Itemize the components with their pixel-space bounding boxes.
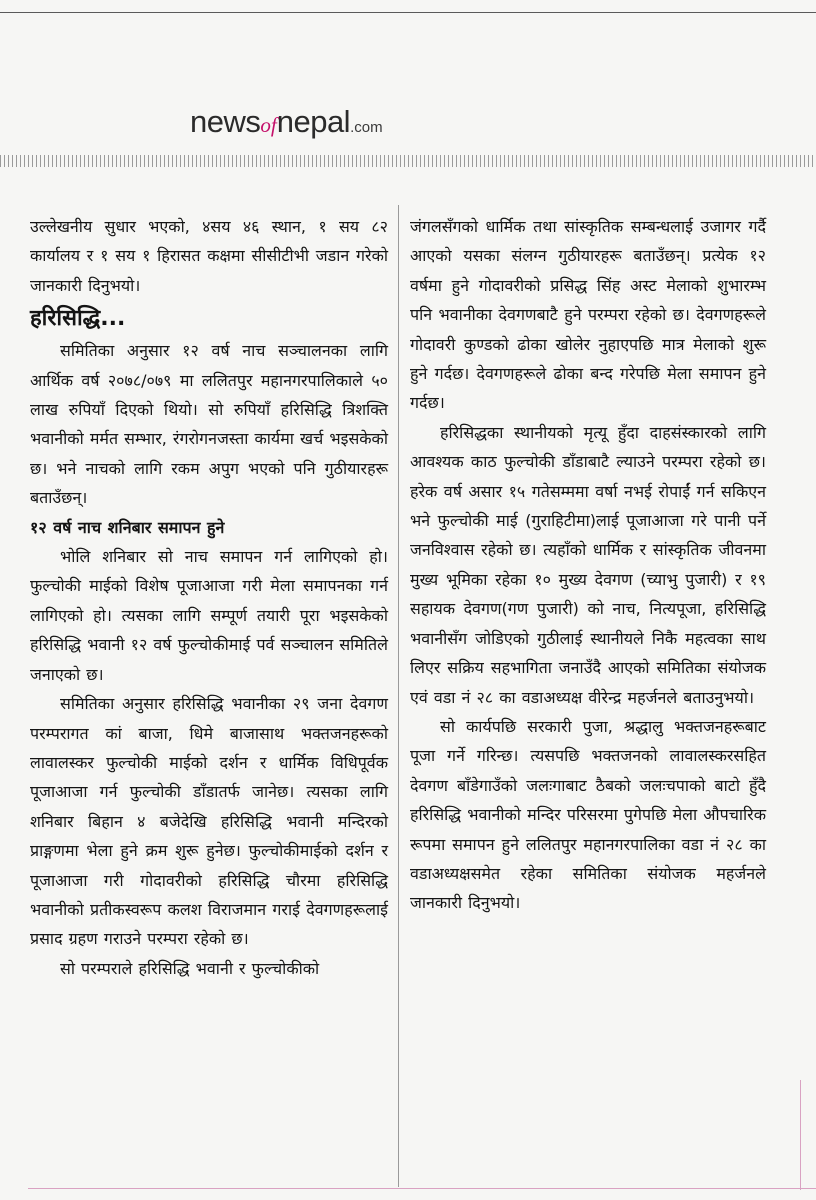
logo-news: news (190, 104, 261, 139)
hatched-rule (0, 155, 816, 167)
section-heading: हरिसिद्धि... (30, 306, 126, 332)
paragraph: सो परम्पराले हरिसिद्धि भवानी र फुल्चोकीको (60, 958, 320, 978)
pink-frame-right (800, 1080, 801, 1190)
paragraph: समितिका अनुसार १२ वर्ष नाच सञ्चालनका लागि आर्थिक वर्ष २०७८/०७९ मा ललितपुर महानगरपालिकाले ५० लाख रुपियाँ दिएको थियो। सो रुपियाँ हरिसिद्धि त्रिशक्ति भवानीको मर्मत सम्भार, रंगरोगनजस्ता कार्यमा खर्च भइसकेको छ। भने नाचको लागि रकम अपुग भएको पनि गुठीयारहरू बताउँछन्। (30, 341, 388, 508)
paragraph: भोलि शनिबार सो नाच समापन गर्न लागिएको हो। फुल्चोकी माईको विशेष पूजाआजा गरी मेला समापनका गर्न लागिएको हो। त्यसका लागि सम्पूर्ण तयारी पूरा भइसकेको हरिसिद्धि भवानी १२ वर्ष फुल्चोकीमाई पर्व सञ्चालन समितिले जनाएको छ। (30, 547, 388, 684)
paragraph: जंगलसँगको धार्मिक तथा सांस्कृतिक सम्बन्धलाई उजागर गर्दै आएको यसका संलग्न गुठीयारहरू बताउँछन्। प्रत्येक १२ वर्षमा हुने गोदावरीको प्रसिद्ध सिंह अस्ट मेलाको शुभारम्भ पनि भवानीका देवगणबाटै हुने परम्परा रहेको छ। देवगणहरूले गोदावरी कुण्डको ढोका खोलेर नुहाएपछि मात्र मेलाको शुरू हुने गर्दछ। देवगणहरूले ढोका बन्द गरेपछि मेला समापन हुने गर्दछ। (410, 217, 766, 413)
column-divider (398, 205, 399, 1187)
paragraph: समितिका अनुसार हरिसिद्धि भवानीका २९ जना देवगण परम्परागत कां बाजा, धिमे बाजासाथ भक्तजनहरूको लावालस्कर फुल्चोकी माईको दर्शन र धार्मिक विधिपूर्वक पूजाआजा गर्न फुल्चोकी डाँडातर्फ जानेछ। त्यसका लागि शनिबार बिहान ४ बजेदेखि हरिसिद्धि भवानी मन्दिरको प्राङ्गणमा भेला हुने क्रम शुरू हुनेछ। फुल्चोकीमाईको दर्शन र पूजाआजा गरी गोदावरीको हरिसिद्धि चौरमा हरिसिद्धि भवानीको प्रतीकस्वरूप कलश विराजमान गराई देवगणहरूलाई प्रसाद ग्रहण गराउने परम्परा रहेको छ। (30, 694, 388, 949)
logo-of: of (260, 113, 277, 137)
left-column (30, 212, 388, 983)
pink-frame-bottom (28, 1188, 816, 1189)
top-border-line (0, 12, 816, 13)
sub-heading: १२ वर्ष नाच शनिबार समापन हुने (30, 517, 225, 537)
paragraph: सो कार्यपछि सरकारी पुजा, श्रद्धालु भक्तजनहरूबाट पूजा गर्ने गरिन्छ। त्यसपछि भक्तजनको लावालस्करसहित देवगण बाँडेगाउँको जलःगाबाट ठैबको जलःचपाको बाटो हुँदै हरिसिद्धि भवानीको मन्दिर परिसरमा पुगेपछि मेला औपचारिक रूपमा समापन हुने ललितपुर महानगरपालिका वडा नं २८ का वडाअध्यक्षसमेत रहेका समितिका संयोजक महर्जनले जानकारी दिनुभयो। (410, 716, 766, 913)
logo-domain: .com (350, 119, 383, 136)
right-column (410, 212, 766, 918)
masthead-logo (190, 104, 383, 144)
paragraph: उल्लेखनीय सुधार भएको, ४सय ४६ स्थान, १ सय ८२ कार्यालय र १ सय १ हिरासत कक्षमा सीसीटीभी जडान गरेको जानकारी दिनुभयो। (30, 217, 388, 295)
paragraph: हरिसिद्धका स्थानीयको मृत्यू हुँदा दाहसंस्कारको लागि आवश्यक काठ फुल्चोकी डाँडाबाटै ल्याउने परम्परा रहेको छ। हरेक वर्ष असार १५ गतेसम्ममा वर्षा नभई रोपाईं गर्न सकिएन भने फुल्चोकी माई (गुराहिटीमा)लाई पूजाआजा गरे पानी पर्ने जनविश्वास रहेको छ। त्यहाँको धार्मिक र सांस्कृतिक जीवनमा मुख्य भूमिका रहेका १० मुख्य देवगण (च्याभु पुजारी) र १९ सहायक देवगण(गण पुजारी) को नाच, नित्यपूजा, हरिसिद्धि भवानीसँग जोडिएको गुठीलाई स्थानीयले निकै महत्वका साथ लिएर सक्रिय सहभागिता जनाउँदै आएको समितिका संयोजक एवं वडा नं २८ का वडाअध्यक्ष वीरेन्द्र महर्जनले बताउनुभयो। (410, 422, 766, 707)
logo-nepal: nepal (276, 104, 351, 139)
